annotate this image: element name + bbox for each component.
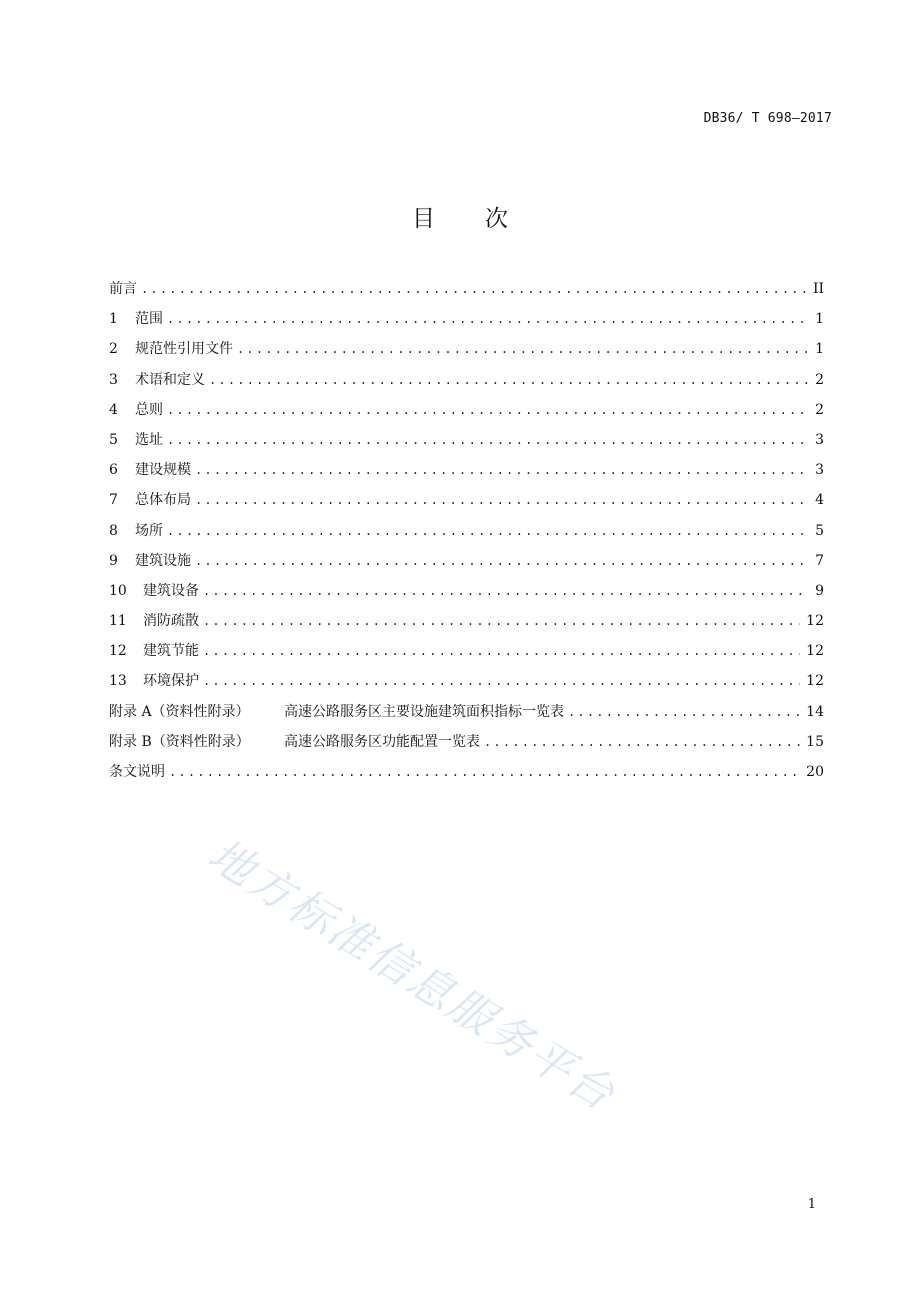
toc-entry-number: 7	[109, 492, 118, 509]
toc-entry-number: 8	[109, 522, 118, 539]
toc-entry-11[interactable]	[109, 610, 824, 640]
toc-entry-title: 高速公路服务区主要设施建筑面积指标一览表	[284, 703, 564, 720]
toc-entry-number: 10	[109, 582, 127, 599]
toc-entry-page: 12	[806, 613, 824, 630]
toc-leader-dots	[203, 580, 809, 602]
toc-entry-number: 13	[109, 673, 127, 690]
toc-entry-title: 总则	[135, 401, 163, 418]
toc-entry-page: 3	[815, 462, 824, 479]
toc-entry-number: 1	[109, 311, 118, 328]
toc-entry-page: 12	[806, 673, 824, 690]
toc-entry-3[interactable]	[109, 369, 824, 399]
document-code: DB36/ T 698—2017	[703, 111, 832, 126]
page-title-char-1: 目	[412, 206, 435, 232]
watermark: 地方标准信息服务平台	[199, 829, 625, 1122]
toc-leader-dots	[209, 369, 809, 391]
toc-entry-title: 消防疏散	[143, 613, 199, 630]
toc-entry-appendix-a[interactable]	[109, 701, 824, 731]
toc-entry-5[interactable]	[109, 429, 824, 459]
toc-entry-title: 高速公路服务区功能配置一览表	[284, 733, 480, 750]
page-title-char-2: 次	[485, 206, 508, 232]
toc-entry-number: 2	[109, 341, 118, 358]
toc-entry-number: 5	[109, 431, 118, 448]
toc-entry-preface[interactable]	[109, 278, 824, 308]
toc-appendix-label: 附录 B（资料性附录）	[109, 733, 250, 750]
toc-entry-6[interactable]	[109, 459, 824, 489]
toc-entry-4[interactable]	[109, 399, 824, 429]
toc-leader-dots	[195, 459, 809, 481]
toc-entry-page: II	[812, 281, 824, 297]
toc-entry-title: 建筑设备	[143, 582, 199, 599]
toc-entry-title: 环境保护	[143, 673, 199, 690]
toc-entry-page: 7	[815, 552, 824, 569]
toc-entry-10[interactable]	[109, 580, 824, 610]
toc-entry-page: 4	[815, 492, 824, 509]
page-title	[0, 200, 920, 233]
toc-entry-page: 5	[815, 522, 824, 539]
toc-entry-number: 4	[109, 401, 118, 418]
toc-leader-dots	[167, 429, 809, 451]
footer-page-number: 1	[807, 1197, 816, 1212]
toc-entry-9[interactable]	[109, 550, 824, 580]
toc-entry-page: 14	[806, 703, 824, 720]
toc-entry-page: 1	[815, 311, 824, 328]
toc-entry-title: 术语和定义	[135, 371, 205, 388]
toc-entry-number: 6	[109, 462, 118, 479]
toc-appendix-label: 附录 A（资料性附录）	[109, 703, 250, 720]
toc-entry-8[interactable]	[109, 520, 824, 550]
toc-leader-dots	[141, 278, 807, 300]
toc-leader-dots	[484, 731, 800, 753]
toc-entry-appendix-b[interactable]	[109, 731, 824, 761]
toc-entry-explanation[interactable]	[109, 761, 824, 791]
toc-entry-page: 2	[815, 371, 824, 388]
toc-entry-number: 3	[109, 371, 118, 388]
toc-entry-2[interactable]	[109, 338, 824, 368]
toc-entry-page: 9	[815, 582, 824, 599]
toc-entry-title: 建设规模	[135, 462, 191, 479]
toc-entry-13[interactable]	[109, 670, 824, 700]
toc-entry-7[interactable]	[109, 489, 824, 519]
toc-leader-dots	[568, 701, 800, 723]
table-of-contents	[109, 278, 824, 791]
toc-leader-dots	[167, 520, 809, 542]
toc-leader-dots	[167, 308, 809, 330]
toc-entry-title: 规范性引用文件	[135, 341, 233, 358]
toc-entry-title: 总体布局	[135, 492, 191, 509]
toc-entry-page: 20	[806, 764, 824, 780]
toc-entry-page: 3	[815, 431, 824, 448]
toc-leader-dots	[195, 550, 809, 572]
toc-entry-title: 范围	[135, 311, 163, 328]
toc-entry-page: 12	[806, 643, 824, 660]
toc-leader-dots	[203, 610, 800, 632]
toc-leader-dots	[237, 338, 809, 360]
toc-entry-number: 12	[109, 643, 127, 660]
toc-entry-title: 选址	[135, 431, 163, 448]
toc-entry-title: 建筑节能	[143, 643, 199, 660]
toc-entry-page: 2	[815, 401, 824, 418]
toc-entry-number: 9	[109, 552, 118, 569]
toc-entry-page: 15	[806, 733, 824, 750]
toc-entry-title: 前言	[109, 281, 137, 297]
toc-entry-number: 11	[109, 613, 127, 630]
toc-entry-1[interactable]	[109, 308, 824, 338]
toc-entry-title: 场所	[135, 522, 163, 539]
toc-leader-dots	[169, 761, 800, 783]
toc-leader-dots	[203, 670, 800, 692]
toc-entry-title: 建筑设施	[135, 552, 191, 569]
toc-entry-12[interactable]	[109, 640, 824, 670]
toc-leader-dots	[167, 399, 809, 421]
toc-leader-dots	[203, 640, 800, 662]
toc-entry-title: 条文说明	[109, 764, 165, 780]
toc-entry-page: 1	[815, 341, 824, 358]
toc-leader-dots	[195, 489, 809, 511]
